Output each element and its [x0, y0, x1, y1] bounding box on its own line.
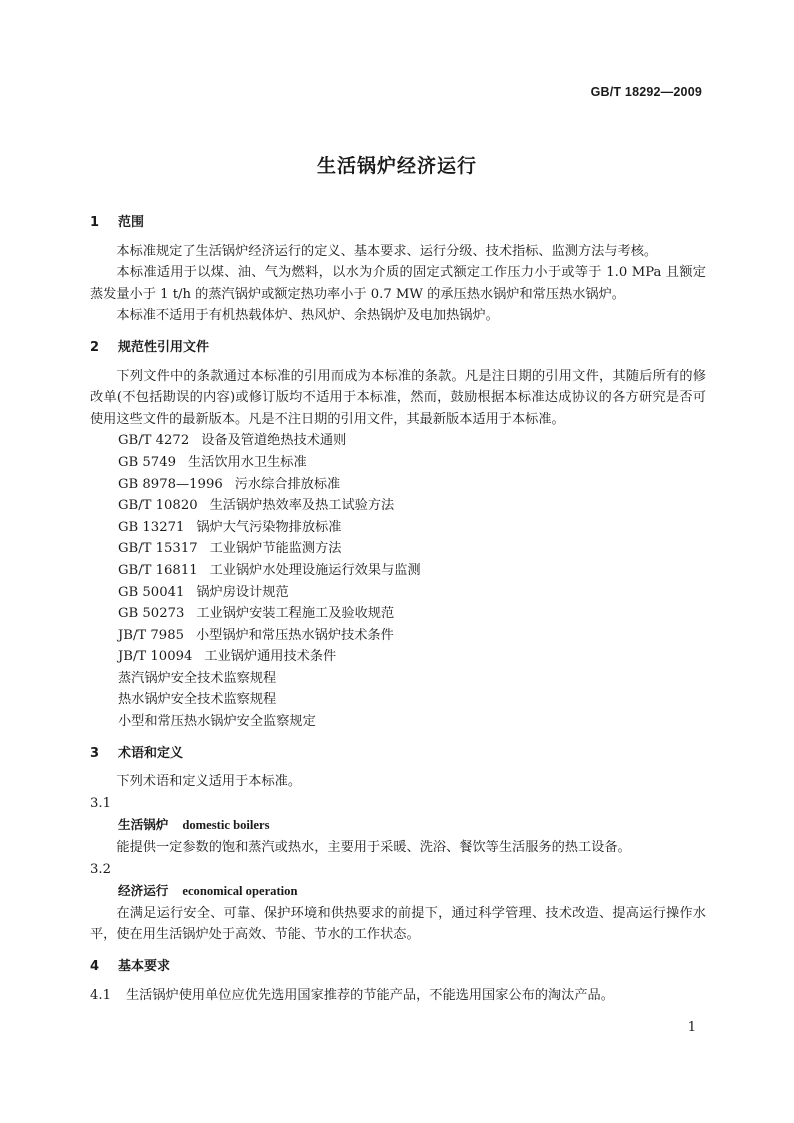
- section-title: 范围: [118, 215, 145, 230]
- term-definition: 能提供一定参数的饱和蒸汽或热水，主要用于采暖、洗浴、餐饮等生活服务的热工设备。: [116, 840, 631, 856]
- section-title: 基本要求: [118, 959, 171, 974]
- reference-item: [90, 474, 706, 496]
- reference-name: 工业锅炉水处理设施运行效果与监测: [209, 562, 421, 578]
- section-title: 规范性引用文件: [118, 339, 210, 355]
- term-zh: 经济运行: [118, 883, 169, 899]
- reference-code: GB 50273: [118, 606, 185, 622]
- term-en: domestic boilers: [182, 818, 270, 833]
- reference-code: GB 50041: [118, 584, 185, 600]
- section-number: 1: [90, 215, 100, 230]
- term-number: 3.2: [90, 861, 111, 877]
- reference-item: [90, 625, 706, 647]
- term-en: economical operation: [182, 884, 298, 899]
- standard-code: GB/T 18292—2009: [590, 85, 702, 99]
- term-definition: 在满足运行安全、可靠、保护环境和供热要求的前提下，通过科学管理、技术改造、提高运行操作水平，使在用生活锅炉处于高效、节能、节水的工作状态。: [90, 905, 706, 943]
- reference-code: GB 8978—1996: [118, 476, 223, 492]
- reference-item: [90, 582, 706, 604]
- paragraph: 本标准不适用于有机热载体炉、热风炉、余热锅炉及电加热锅炉。: [116, 308, 499, 324]
- section-3-heading: [90, 743, 706, 765]
- reference-name: 生活饮用水卫生标准: [187, 454, 307, 470]
- reference-name: 锅炉大气污染物排放标准: [196, 519, 342, 535]
- section-number: 2: [90, 339, 100, 355]
- reference-name: 设备及管道绝热技术通则: [201, 433, 347, 449]
- paragraph: 本标准适用于以煤、油、气为燃料，以水为介质的固定式额定工作压力小于或等于 1.0 MPa 且额定蒸发量小于 1 t/h 的蒸汽锅炉或额定热功率小于 0.7 MW 的承压热水锅炉和常压热水锅炉。: [90, 265, 706, 302]
- section-1-heading: [90, 212, 706, 234]
- reference-code: JB/T 10094: [118, 649, 193, 665]
- term-number: 3.1: [90, 795, 111, 811]
- reference-item: [90, 538, 706, 560]
- paragraph: 本标准规定了生活锅炉经济运行的定义、基本要求、运行分级、技术指标、监测方法与考核。: [116, 243, 658, 259]
- reference-item: 热水锅炉安全技术监察规程: [118, 692, 277, 708]
- reference-item: [90, 517, 706, 539]
- reference-code: GB/T 16811: [118, 562, 198, 578]
- document-title: 生活锅炉经济运行: [316, 155, 477, 177]
- reference-item: [90, 560, 706, 582]
- reference-code: JB/T 7985: [118, 627, 184, 643]
- reference-item: [90, 603, 706, 625]
- reference-name: 生活锅炉热效率及热工试验方法: [209, 498, 395, 514]
- reference-item: [90, 430, 706, 452]
- document-body: [90, 212, 706, 1006]
- reference-code: GB 5749: [118, 454, 176, 470]
- term-heading: [90, 814, 706, 837]
- paragraph: 下列术语和定义适用于本标准。: [116, 774, 302, 790]
- section-2-heading: [90, 337, 706, 359]
- reference-item: 小型和常压热水锅炉安全监察规定: [118, 714, 316, 730]
- reference-code: GB/T 4272: [118, 433, 190, 449]
- clause-number: 4.1: [90, 987, 111, 1003]
- section-4-heading: [90, 956, 706, 978]
- reference-item: [90, 646, 706, 668]
- clause: [90, 985, 706, 1007]
- reference-code: GB/T 10820: [118, 498, 198, 514]
- term-heading: [90, 880, 706, 903]
- reference-name: 工业锅炉安装工程施工及验收规范: [196, 606, 395, 622]
- reference-name: 锅炉房设计规范: [196, 584, 289, 600]
- reference-code: GB 13271: [118, 519, 185, 535]
- reference-item: [90, 495, 706, 517]
- reference-name: 小型锅炉和常压热水锅炉技术条件: [195, 627, 394, 643]
- section-number: 4: [90, 959, 100, 974]
- term-zh: 生活锅炉: [118, 817, 169, 833]
- page-number: 1: [687, 1020, 696, 1035]
- reference-name: 工业锅炉通用技术条件: [204, 649, 337, 665]
- reference-name: 污水综合排放标准: [234, 476, 341, 492]
- section-title: 术语和定义: [118, 745, 184, 761]
- clause-text: 生活锅炉使用单位应优先选用国家推荐的节能产品，不能选用国家公布的淘汰产品。: [126, 987, 614, 1003]
- section-number: 3: [90, 745, 100, 761]
- reference-item: [90, 452, 706, 474]
- reference-code: GB/T 15317: [118, 541, 198, 557]
- paragraph: 下列文件中的条款通过本标准的引用而成为本标准的条款。凡是注日期的引用文件，其随后所有的修改单(不包括勘误的内容)或修订版均不适用于本标准，然而，鼓励根据本标准达成协议的各方研究是否可使用这些文件的最新版本。凡是不注日期的引用文件，其最新版本适用于本标准。: [90, 368, 706, 427]
- reference-item: 蒸汽锅炉安全技术监察规程: [118, 670, 277, 686]
- reference-name: 工业锅炉节能监测方法: [209, 541, 342, 557]
